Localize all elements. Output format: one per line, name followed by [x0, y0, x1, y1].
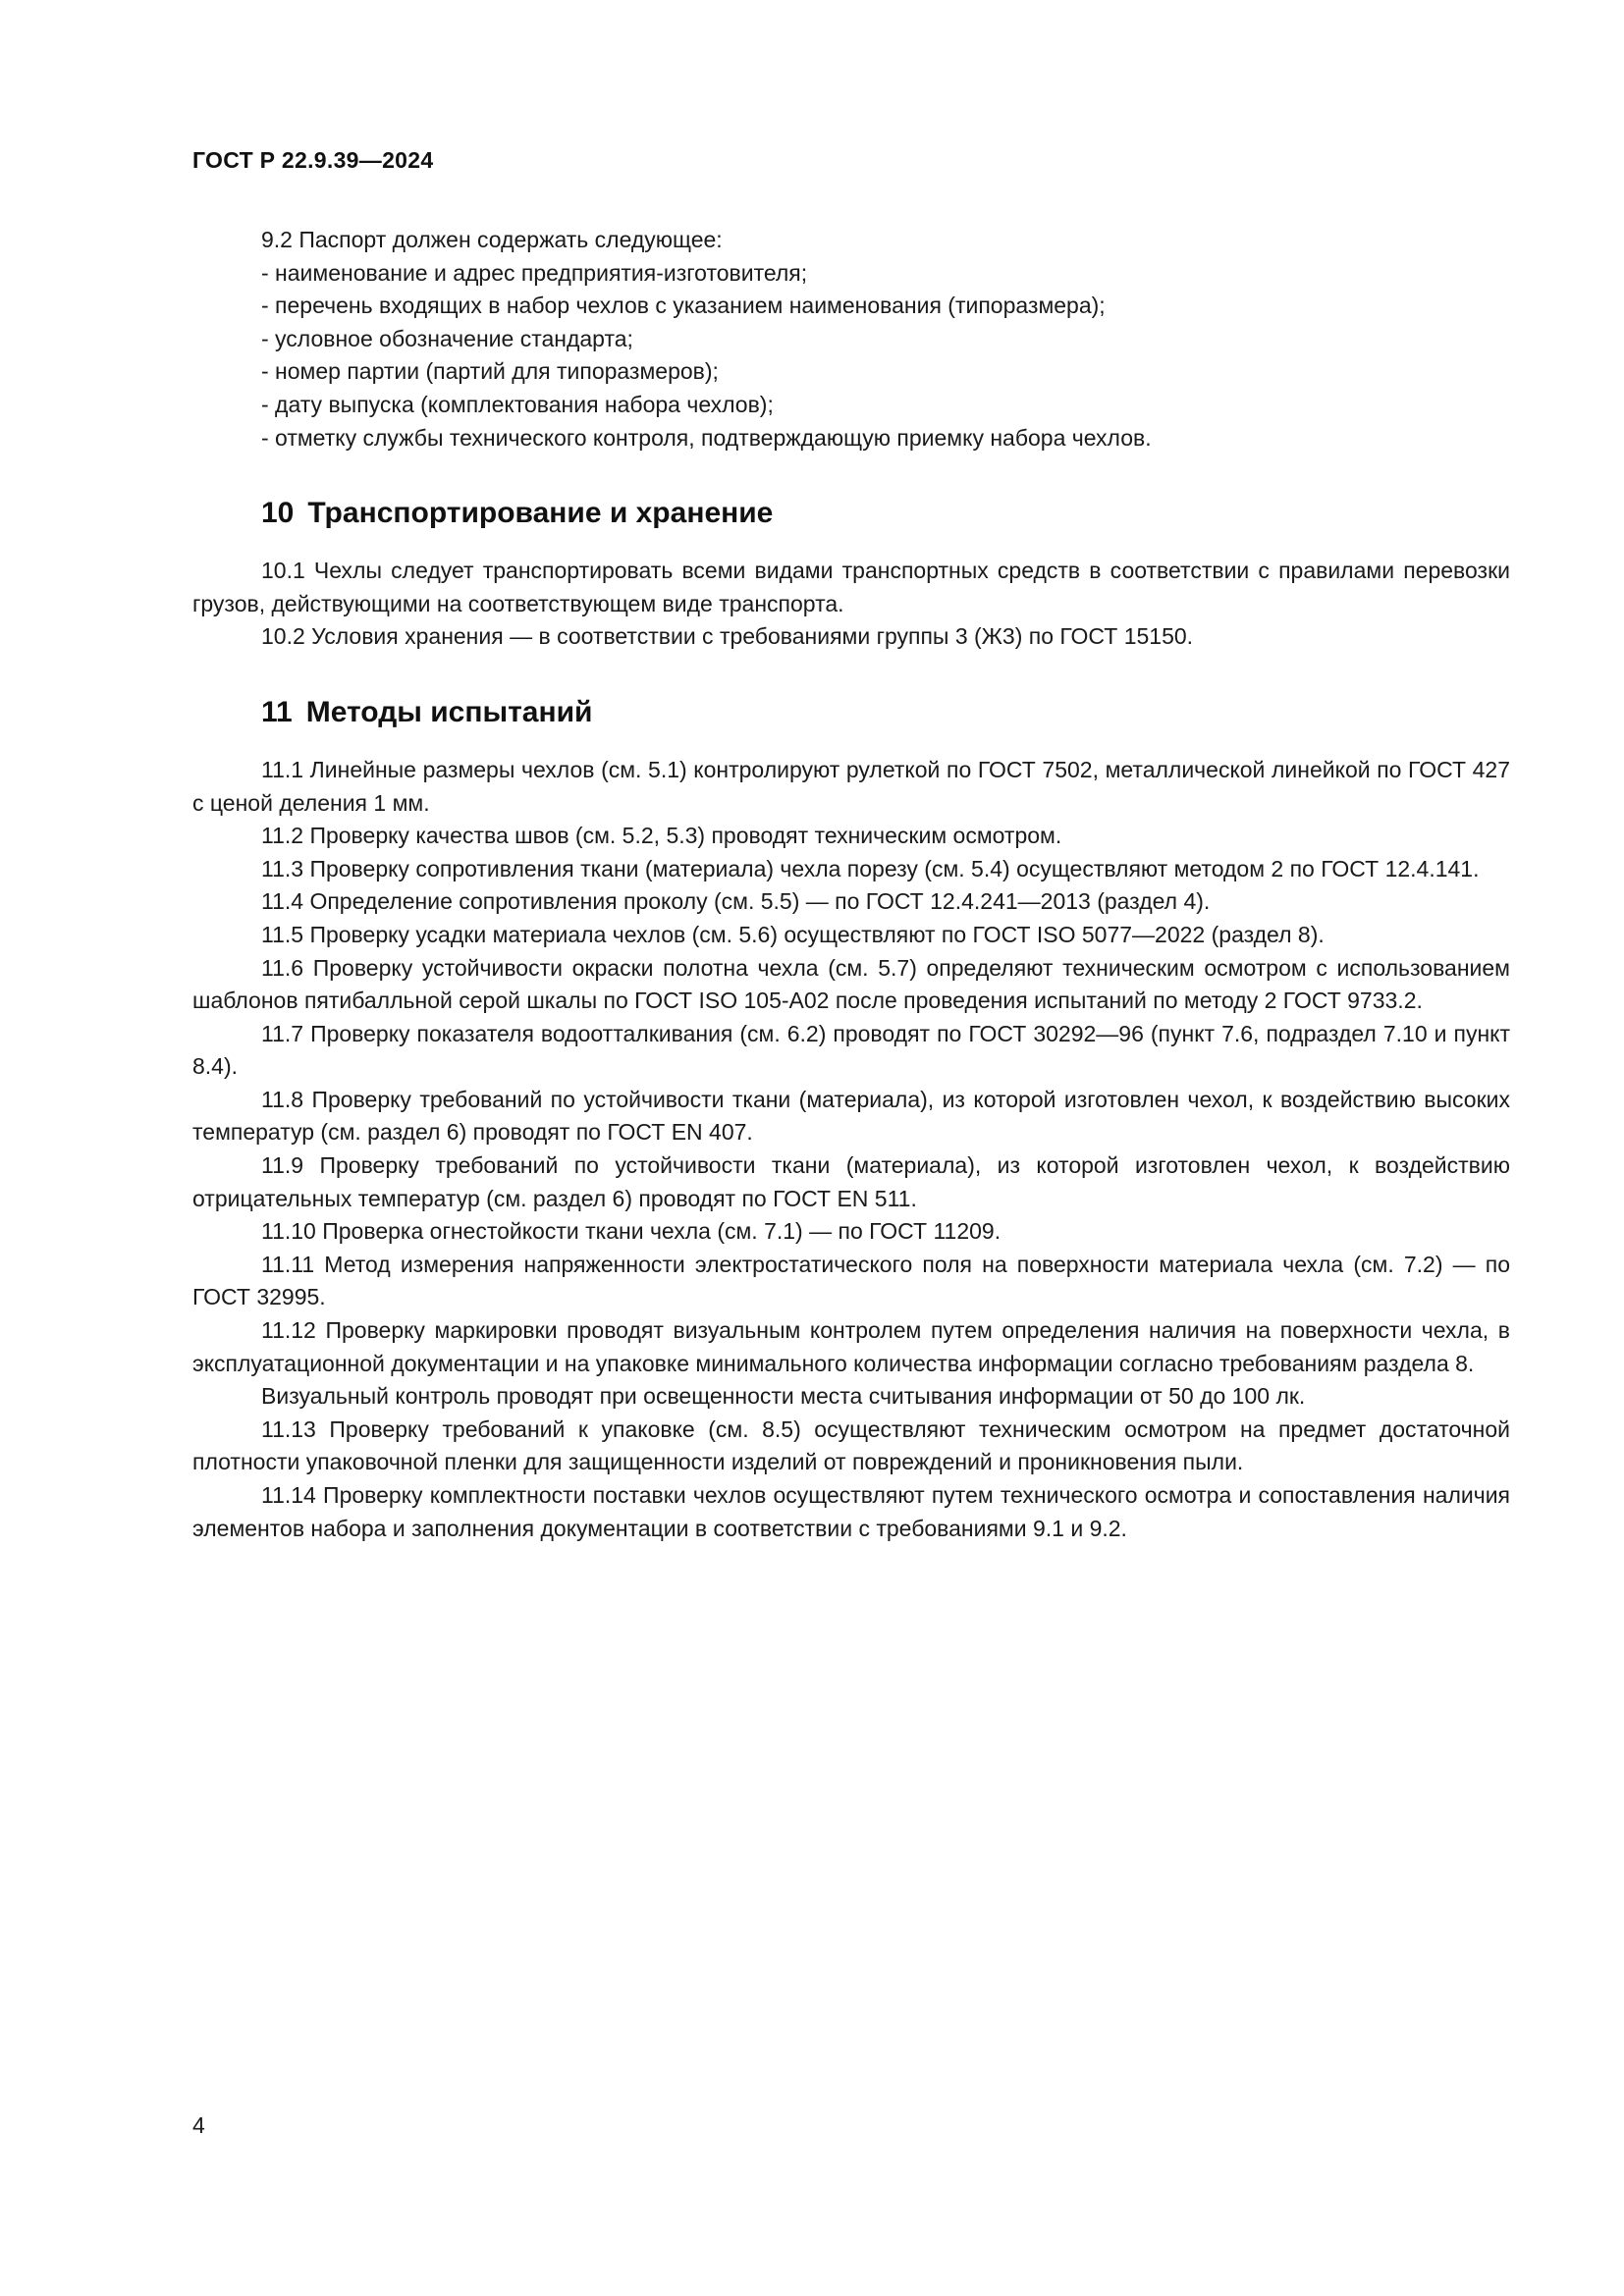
paragraph: 11.7 Проверку показателя водоотталкивания (см. 6.2) проводят по ГОСТ 30292—96 (пункт 7.6, подраздел 7.10 и пункт 8.4).: [192, 1020, 1510, 1080]
paragraph: 11.1 Линейные размеры чехлов (см. 5.1) контролируют рулеткой по ГОСТ 7502, металлической линейкой по ГОСТ 427 с ценой деления 1 мм.: [192, 756, 1510, 816]
list-item: - отметку службы технического контроля, подтверждающую приемку набора чехлов.: [261, 424, 1152, 451]
section-10-heading: [192, 494, 1510, 533]
list-item: - перечень входящих в набор чехлов с указанием наименования (типоразмера);: [261, 293, 1106, 319]
document-code-header: ГОСТ Р 22.9.39—2024: [192, 147, 434, 173]
list-item: - дату выпуска (комплектования набора чехлов);: [261, 391, 774, 417]
section-number: 10: [261, 497, 295, 530]
paragraph: 11.12 Проверку маркировки проводят визуальным контролем путем определения наличия на поверхности чехла, в эксплуатационной документации и на упаковке минимального количества информации согласно требованиям раздела 8.: [192, 1317, 1510, 1376]
passport-requirements: [192, 224, 1510, 454]
paragraph: Визуальный контроль проводят при освещенности места считывания информации от 50 до 100 лк.: [261, 1383, 1306, 1410]
paragraph: 10.1 Чехлы следует транспортировать всеми видами транспортных средств в соответствии с правилами перевозки грузов, действующими на соответствующем виде транспорта.: [192, 558, 1510, 616]
list-item: - условное обозначение стандарта;: [261, 325, 633, 351]
paragraph: 11.14 Проверку комплектности поставки чехлов осуществляют путем технического осмотра и сопоставления наличия элементов набора и заполнения документации в соответствии с требованиями 9.1 и 9.2.: [192, 1482, 1510, 1541]
paragraph: 11.3 Проверку сопротивления ткани (материала) чехла порезу (см. 5.4) осуществляют методом 2 по ГОСТ 12.4.141.: [261, 855, 1480, 881]
section-title: Транспортирование и хранение: [307, 497, 774, 530]
paragraph: 11.13 Проверку требований к упаковке (см. 8.5) осуществляют техническим осмотром на предмет достаточной плотности упаковочной пленки для защищенности изделий от повреждений и проникновения пыли.: [192, 1415, 1510, 1475]
section-number: 11: [261, 695, 293, 728]
list-item: - номер партии (партий для типоразмеров);: [261, 358, 719, 385]
paragraph: 11.2 Проверку качества швов (см. 5.2, 5.3) проводят техническим осмотром.: [261, 823, 1062, 849]
paragraph: 11.4 Определение сопротивления проколу (см. 5.5) — по ГОСТ 12.4.241—2013 (раздел 4).: [261, 888, 1211, 915]
page-number: 4: [192, 2112, 205, 2138]
section-11-body: [192, 754, 1510, 1545]
passport-list: [192, 257, 1510, 455]
page-content: [192, 224, 1510, 1545]
section-10-body: [192, 555, 1510, 654]
paragraph: 11.9 Проверку требований по устойчивости ткани (материала), из которой изготовлен чехол, к воздействию отрицательных температур (см. раздел 6) проводят по ГОСТ EN 511.: [192, 1152, 1510, 1211]
list-item: - наименование и адрес предприятия-изготовителя;: [261, 259, 808, 286]
passport-intro: 9.2 Паспорт должен содержать следующее:: [261, 227, 723, 252]
paragraph: 11.10 Проверка огнестойкости ткани чехла (см. 7.1) — по ГОСТ 11209.: [261, 1218, 1001, 1245]
paragraph: 10.2 Условия хранения — в соответствии с требованиями группы 3 (Ж3) по ГОСТ 15150.: [261, 623, 1194, 650]
paragraph: 11.11 Метод измерения напряженности электростатического поля на поверхности материала чехла (см. 7.2) — по ГОСТ 32995.: [192, 1251, 1510, 1310]
section-11-heading: [192, 693, 1510, 732]
paragraph: 11.6 Проверку устойчивости окраски полотна чехла (см. 5.7) определяют техническим осмотром с использованием шаблонов пятибалльной серой шкалы по ГОСТ ISO 105-A02 после проведения испытаний по методу 2 ГОСТ 9733.2.: [192, 954, 1510, 1014]
paragraph: 11.8 Проверку требований по устойчивости ткани (материала), из которой изготовлен чехол, к воздействию высоких температур (см. раздел 6) проводят по ГОСТ EN 407.: [192, 1086, 1510, 1146]
paragraph: 11.5 Проверку усадки материала чехлов (см. 5.6) осуществляют по ГОСТ ISO 5077—2022 (раздел 8).: [261, 921, 1325, 947]
section-title: Методы испытаний: [305, 695, 593, 728]
